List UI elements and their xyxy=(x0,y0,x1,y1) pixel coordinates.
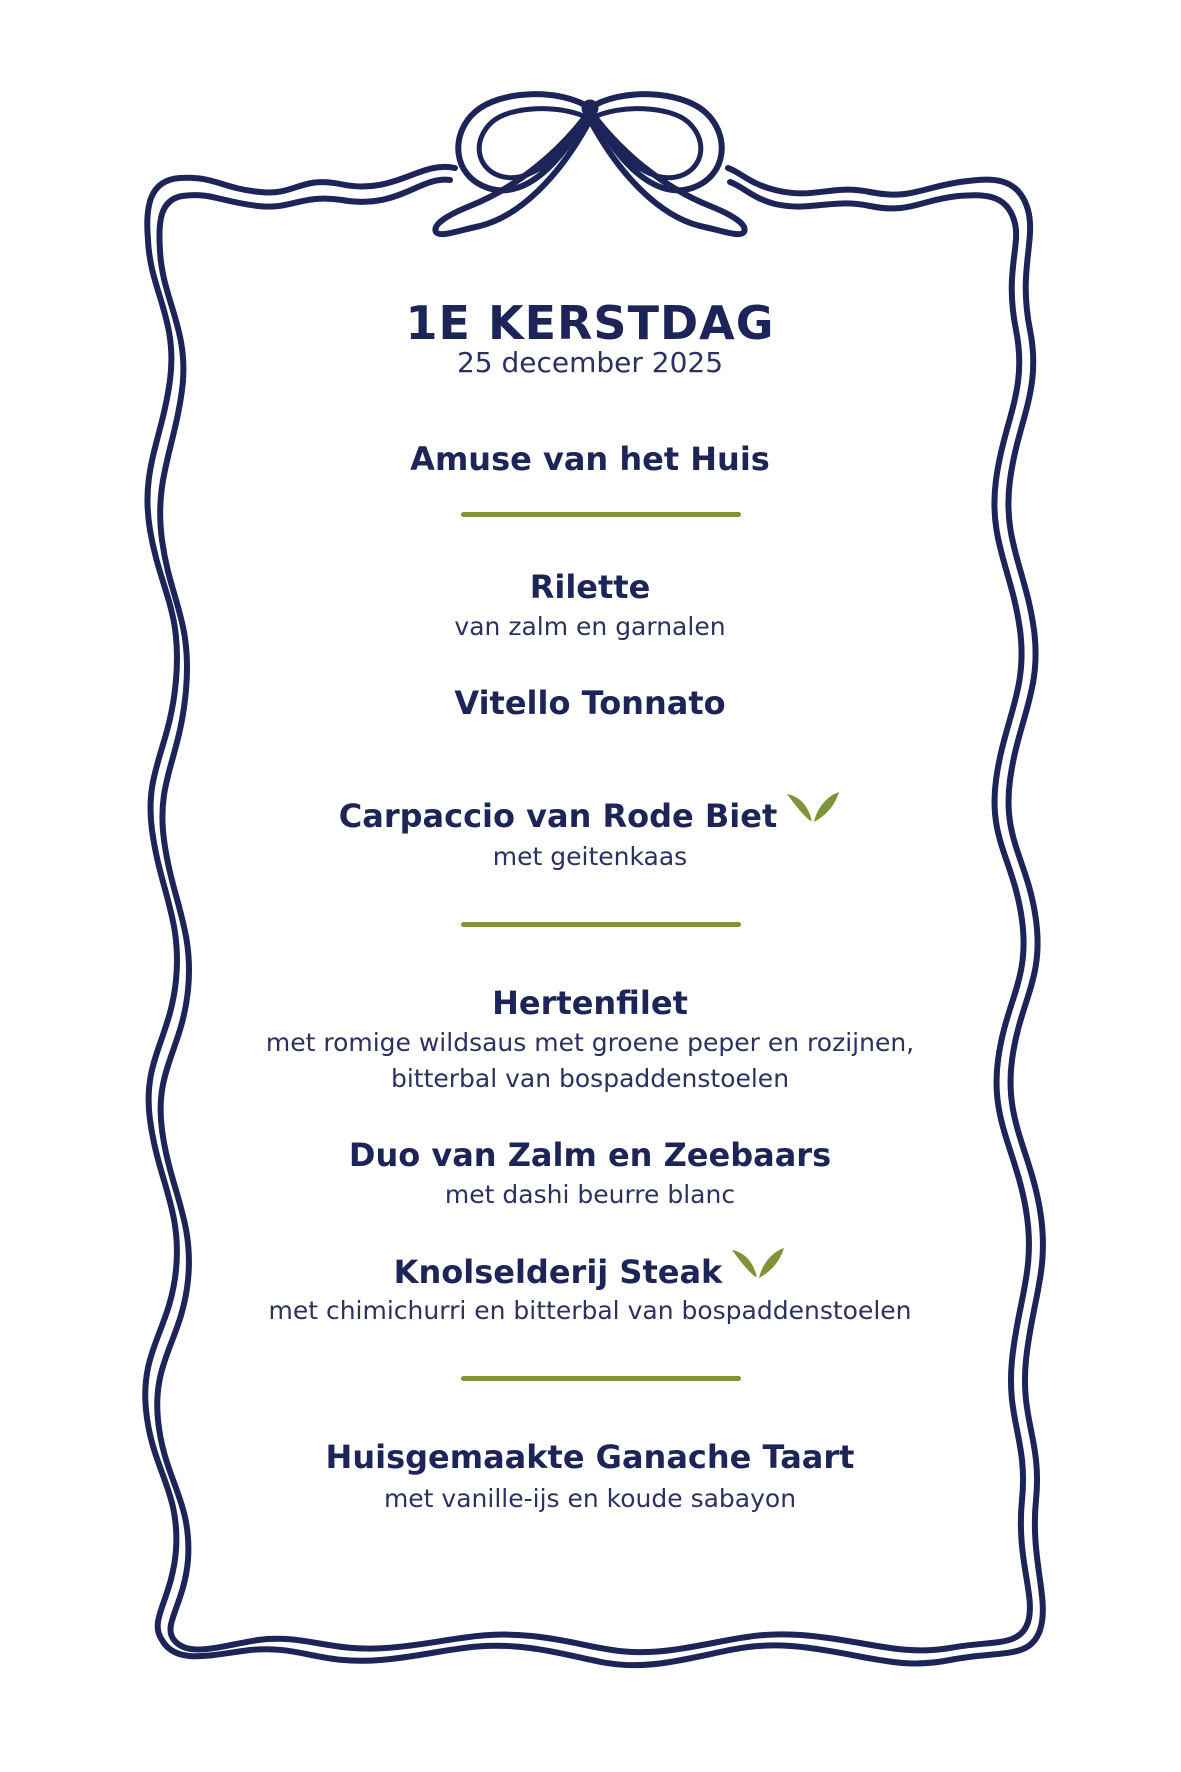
vegetarian-leaf-icon xyxy=(730,1244,786,1288)
dish-duo-zalm-zeebaars: Duo van Zalm en Zeebaars xyxy=(348,1136,832,1174)
dish-vitello-tonnato: Vitello Tonnato xyxy=(454,684,726,722)
dish-hertenfilet: Hertenfilet xyxy=(492,984,688,1022)
dish-carpaccio-row xyxy=(190,796,990,840)
dish-knolselderij-row xyxy=(190,1252,990,1296)
dish-duo-desc: met dashi beurre blanc xyxy=(444,1180,736,1209)
course-divider xyxy=(461,512,741,517)
menu-date: 25 december 2025 xyxy=(456,346,724,379)
dish-carpaccio: Carpaccio van Rode Biet xyxy=(338,797,778,835)
dish-hertenfilet-desc-1: met romige wildsaus met groene peper en rozijnen, xyxy=(265,1028,915,1057)
dish-rilette-desc: van zalm en garnalen xyxy=(454,612,726,641)
dish-rilette: Rilette xyxy=(529,568,651,606)
dish-hertenfilet-desc-2: bitterbal van bospaddenstoelen xyxy=(390,1064,790,1093)
menu-title: 1E KERSTDAG xyxy=(405,296,775,350)
dish-carpaccio-desc: met geitenkaas xyxy=(492,842,688,871)
vegetarian-leaf-icon xyxy=(785,788,841,832)
course-divider xyxy=(461,1376,741,1381)
dish-ganache-desc: met vanille-ijs en koude sabayon xyxy=(383,1484,797,1513)
dish-knolselderij-desc: met chimichurri en bitterbal van bospaddenstoelen xyxy=(268,1296,912,1325)
dish-amuse: Amuse van het Huis xyxy=(410,440,770,478)
dish-knolselderij: Knolselderij Steak xyxy=(393,1253,723,1291)
course-divider xyxy=(461,922,741,927)
dish-ganache-taart: Huisgemaakte Ganache Taart xyxy=(325,1438,855,1476)
